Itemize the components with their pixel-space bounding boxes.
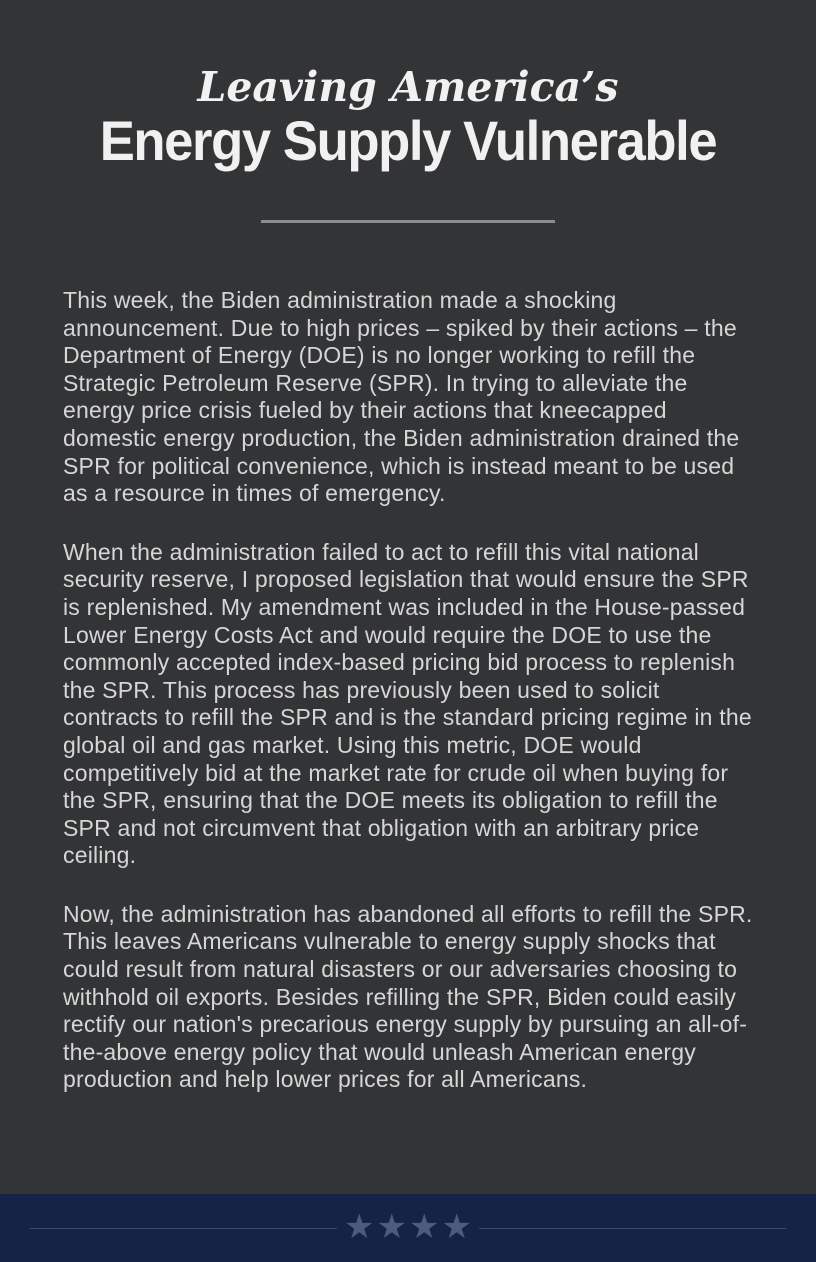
paragraph-3: Now, the administration has abandoned all efforts to refill the SPR. This leaves Americans vulnerable to energy supply shocks that could result from natural disasters or our adversaries choosing to withhold oil exports. Besides refilling the SPR, Biden could easily rectify our nation's precarious energy supply by pursuing an all-of-the-above energy policy that would unleash American energy production and help lower prices for all Americans. [63, 900, 753, 1093]
header [0, 0, 816, 223]
title-divider [261, 220, 555, 223]
paragraph-2: When the administration failed to act to refill this vital national security reserve, I proposed legislation that would ensure the SPR is replenished. My amendment was included in the House-passed Lower Energy Costs Act and would require the DOE to use the commonly accepted index-based pricing bid process to replenish the SPR. This process has previously been used to solicit contracts to refill the SPR and is the standard pricing regime in the global oil and gas market. Using this metric, DOE would competitively bid at the market rate for crude oil when buying for the SPR, ensuring that the DOE meets its obligation to refill the SPR and not circumvent that obligation with an arbitrary price ceiling. [63, 538, 752, 869]
article-body [63, 287, 758, 1094]
star-icon: ★ [376, 1207, 407, 1247]
paragraph-1: This week, the Biden administration made a shocking announcement. Due to high prices – spiked by their actions – the Department of Energy (DOE) is no longer working to refill the Strategic Petroleum Reserve (SPR). In trying to alleviate the energy price crisis fueled by their actions that kneecapped domestic energy production, the Biden administration drained the SPR for political convenience, which is instead meant to be used as a resource in times of emergency. [63, 287, 740, 507]
title-overline: Leaving America’s [197, 63, 619, 111]
star-icon: ★ [441, 1207, 472, 1247]
footer-line-right [479, 1228, 786, 1229]
stars-group [337, 1207, 479, 1247]
star-divider-row [30, 1207, 786, 1247]
page-title: Energy Supply Vulnerable [99, 109, 717, 172]
footer-line-left [30, 1228, 337, 1229]
footer-banner [0, 1194, 816, 1262]
star-icon: ★ [344, 1207, 375, 1247]
star-icon: ★ [409, 1207, 440, 1247]
